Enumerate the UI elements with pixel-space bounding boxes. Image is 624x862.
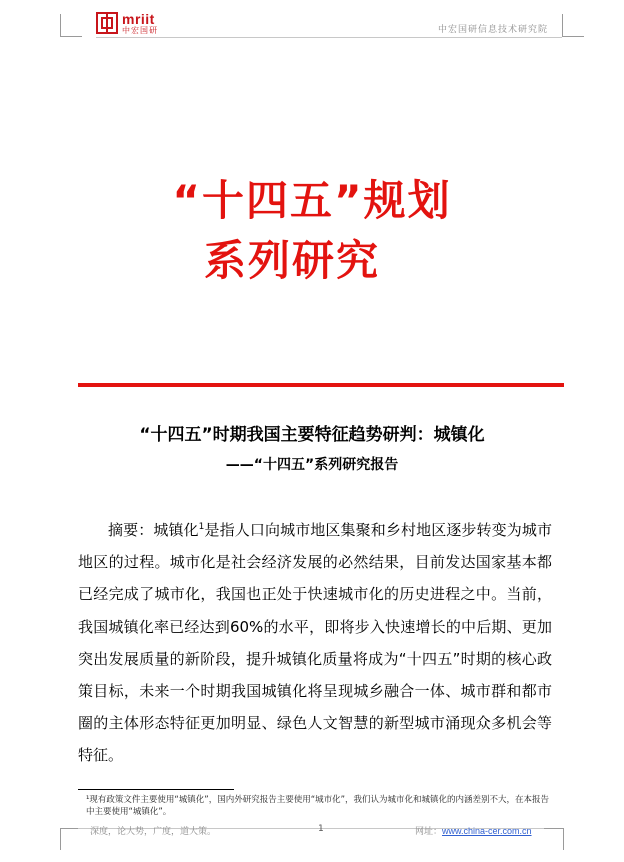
- header-org-name: 中宏国研信息技术研究院: [437, 25, 548, 35]
- crop-mark: [542, 828, 564, 829]
- footer-website: [415, 824, 532, 837]
- footer-slogan: 深度，论大势，广度，道大策。: [90, 827, 217, 837]
- report-title: “十四五”时期我国主要特征趋势研判：城镇化: [139, 425, 485, 445]
- abstract-paragraph: [78, 514, 552, 772]
- footnote-rule: [78, 789, 234, 790]
- crop-mark: [60, 828, 61, 850]
- cover-title-line1: “十四五”规划: [172, 176, 452, 225]
- cover-title-line2: 系列研究: [203, 236, 380, 285]
- crop-mark: [60, 14, 61, 36]
- header-divider: [96, 37, 562, 38]
- abstract-body: 是指人口向城市地区集聚和乡村地区逐步转变为城市地区的过程。城市化是社会经济发展的必然结果，目前发达国家基本都已经完成了城市化，我国也正处于快速城市化的历史进程之中。当前，我国城镇化率已经达到60%的水平，即将步入快速增长的中后期、更加突出发展质量的新阶段，提升城镇化质量将成为“十四五”时期的核心政策目标，未来一个时期我国城镇化将呈现城乡融合一体、城市群和都市圈的主体形态特征更加明显、绿色人文智慧的新型城市涌现众多机会等特征。: [78, 521, 552, 765]
- crop-mark: [60, 36, 82, 37]
- abstract-lead: 摘要：城镇化: [108, 521, 199, 539]
- footnote: ¹现有政策文件主要使用“城镇化”，国内外研究报告主要使用“城市化”，我们认为城市化和城镇化的内涵差别不大，在本报告中主要使用“城镇化”。: [86, 795, 550, 817]
- crop-mark: [563, 828, 564, 850]
- logo-en: mriit: [122, 10, 155, 27]
- company-logo: [96, 10, 158, 36]
- crop-mark: [562, 36, 584, 37]
- website-link[interactable]: www.china-cer.com.cn: [442, 826, 532, 836]
- report-subtitle: ——“十四五”系列研究报告: [225, 457, 399, 473]
- footnote-ref[interactable]: 1: [198, 522, 205, 532]
- crop-mark: [562, 14, 563, 36]
- page-number: 1: [318, 824, 324, 834]
- website-label: 网址：: [415, 827, 443, 837]
- logo-cn: 中宏国研: [122, 25, 158, 35]
- red-divider: [78, 383, 564, 387]
- logo-text: [122, 12, 158, 35]
- logo-emblem-icon: [96, 12, 118, 34]
